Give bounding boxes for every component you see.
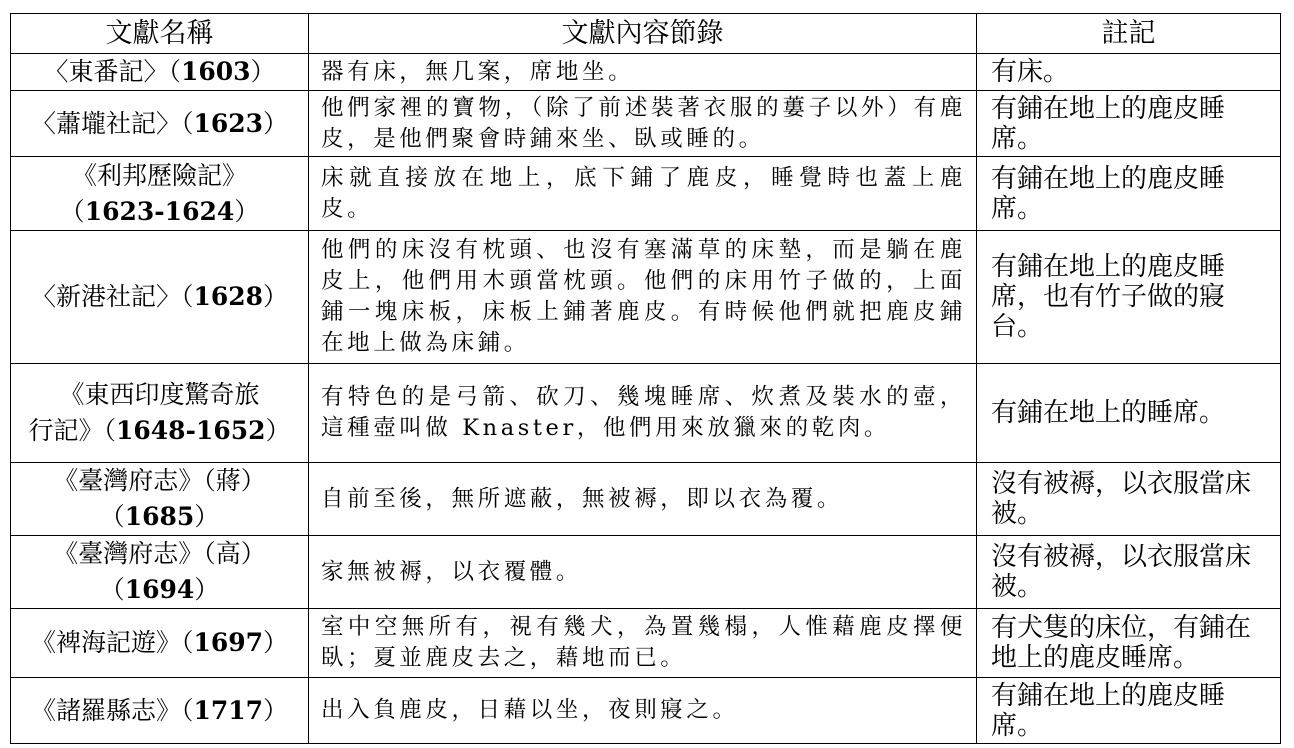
document-name-line xyxy=(11,693,308,729)
document-name-line xyxy=(11,279,308,315)
table-row xyxy=(11,231,1281,364)
table-row xyxy=(11,463,1281,536)
document-name-line xyxy=(11,106,308,142)
document-name xyxy=(11,157,309,231)
document-name xyxy=(11,54,309,91)
document-name-text: 〈蕭壠社記〉（ xyxy=(30,108,194,138)
document-name-text: 〈東番記〉（ xyxy=(43,57,181,86)
document-excerpt: 器有床，無几案，席地坐。 xyxy=(309,54,977,91)
document-name-year: 1628 xyxy=(193,282,264,311)
document-excerpt: 他們家裡的寶物，（除了前述裝著衣服的蔞子以外）有鹿皮，是他們聚會時鋪來坐、臥或睡的。 xyxy=(309,91,977,157)
document-name-line xyxy=(11,158,308,194)
document-name-line xyxy=(11,463,308,499)
document-name xyxy=(11,231,309,364)
document-name-year: 1685 xyxy=(124,502,195,531)
document-name-text: 《裨海記遊》（ xyxy=(30,628,194,657)
document-note: 有床。 xyxy=(977,54,1281,91)
table-row xyxy=(11,364,1281,463)
document-name-year: 1697 xyxy=(193,628,264,657)
document-name-year: 1623-1624 xyxy=(84,196,235,226)
document-name xyxy=(11,463,309,536)
document-name xyxy=(11,536,309,609)
document-excerpt: 出入負鹿皮，日藉以坐，夜則寢之。 xyxy=(309,678,977,744)
document-name-year: 1603 xyxy=(180,57,251,86)
document-name-line xyxy=(11,377,308,413)
document-name-text: ） xyxy=(263,695,289,725)
document-note: 沒有被褥，以衣服當床被。 xyxy=(977,536,1281,609)
table-row xyxy=(11,609,1281,678)
document-note: 有鋪在地上的鹿皮睡席，也有竹子做的寢台。 xyxy=(977,231,1281,364)
header-content: 文獻內容節錄 xyxy=(309,14,977,54)
document-excerpt: 有特色的是弓箭、砍刀、幾塊睡席、炊煮及裝水的壺， 這種壺叫做 Knaster，他們用來放獵來的乾肉。 xyxy=(309,364,977,463)
document-name-year: 1717 xyxy=(193,695,264,725)
document-name-line xyxy=(11,499,308,535)
document-name xyxy=(11,609,309,678)
document-name-text: 《東西印度驚奇旅 xyxy=(59,380,260,409)
document-excerpt: 自前至後，無所遮蔽，無被褥，即以衣為覆。 xyxy=(309,463,977,536)
header-note: 註記 xyxy=(977,14,1281,54)
table-row xyxy=(11,157,1281,231)
document-name-text: 《利邦歷險記》 xyxy=(71,160,247,190)
header-name: 文獻名稱 xyxy=(11,14,309,54)
document-name-year: 1694 xyxy=(124,575,195,604)
document-name-year: 1623 xyxy=(193,108,264,138)
document-name-text: ） xyxy=(194,575,220,604)
document-name xyxy=(11,364,309,463)
document-excerpt: 室中空無所有，視有幾犬，為置幾榻，人惟藉鹿皮擇便臥；夏並鹿皮去之，藉地而已。 xyxy=(309,609,977,678)
document-name-text: 《諸羅縣志》（ xyxy=(30,695,194,725)
document-name-text: 行記》（ xyxy=(28,416,116,445)
document-name-line xyxy=(11,625,308,661)
document-name-text: ） xyxy=(194,502,220,531)
header-row xyxy=(11,14,1281,54)
document-note: 有鋪在地上的鹿皮睡席。 xyxy=(977,91,1281,157)
table-row xyxy=(11,54,1281,91)
document-note: 有鋪在地上的睡席。 xyxy=(977,364,1281,463)
document-name-text: （ xyxy=(59,196,85,226)
document-excerpt: 他們的床沒有枕頭、也沒有塞滿草的床墊，而是躺在鹿皮上，他們用木頭當枕頭。他們的床用竹子做的，上面鋪一塊床板，床板上鋪著鹿皮。有時候他們就把鹿皮鋪在地上做為床鋪。 xyxy=(309,231,977,364)
table-row xyxy=(11,91,1281,157)
document-excerpt: 床就直接放在地上，底下鋪了鹿皮，睡覺時也蓋上鹿皮。 xyxy=(309,157,977,231)
document-name xyxy=(11,678,309,744)
document-name-line xyxy=(11,413,308,449)
document-name-text: 《臺灣府志》（蔣） xyxy=(53,466,266,495)
document-note: 有鋪在地上的鹿皮睡席。 xyxy=(977,157,1281,231)
document-name-line xyxy=(11,194,308,230)
document-name-text: ） xyxy=(263,282,289,311)
document-name-text: ） xyxy=(263,108,289,138)
table-row xyxy=(11,678,1281,744)
table-row xyxy=(11,536,1281,609)
document-name-text: （ xyxy=(99,502,125,531)
document-name-text: ） xyxy=(250,57,276,86)
document-name-text: ） xyxy=(234,196,260,226)
document-name-year: 1648-1652 xyxy=(115,416,266,445)
document-table xyxy=(10,13,1281,744)
document-name-text: ） xyxy=(263,628,289,657)
document-excerpt: 家無被褥，以衣覆體。 xyxy=(309,536,977,609)
document-name-text: 〈新港社記〉（ xyxy=(30,282,194,311)
document-note: 有犬隻的床位，有鋪在地上的鹿皮睡席。 xyxy=(977,609,1281,678)
document-name xyxy=(11,91,309,157)
document-name-line xyxy=(11,536,308,572)
document-name-text: 《臺灣府志》（高） xyxy=(53,539,266,568)
document-name-line xyxy=(11,54,308,90)
document-name-text: ） xyxy=(265,416,291,445)
document-note: 沒有被褥，以衣服當床被。 xyxy=(977,463,1281,536)
document-note: 有鋪在地上的鹿皮睡席。 xyxy=(977,678,1281,744)
document-name-text: （ xyxy=(99,575,125,604)
document-name-line xyxy=(11,572,308,608)
